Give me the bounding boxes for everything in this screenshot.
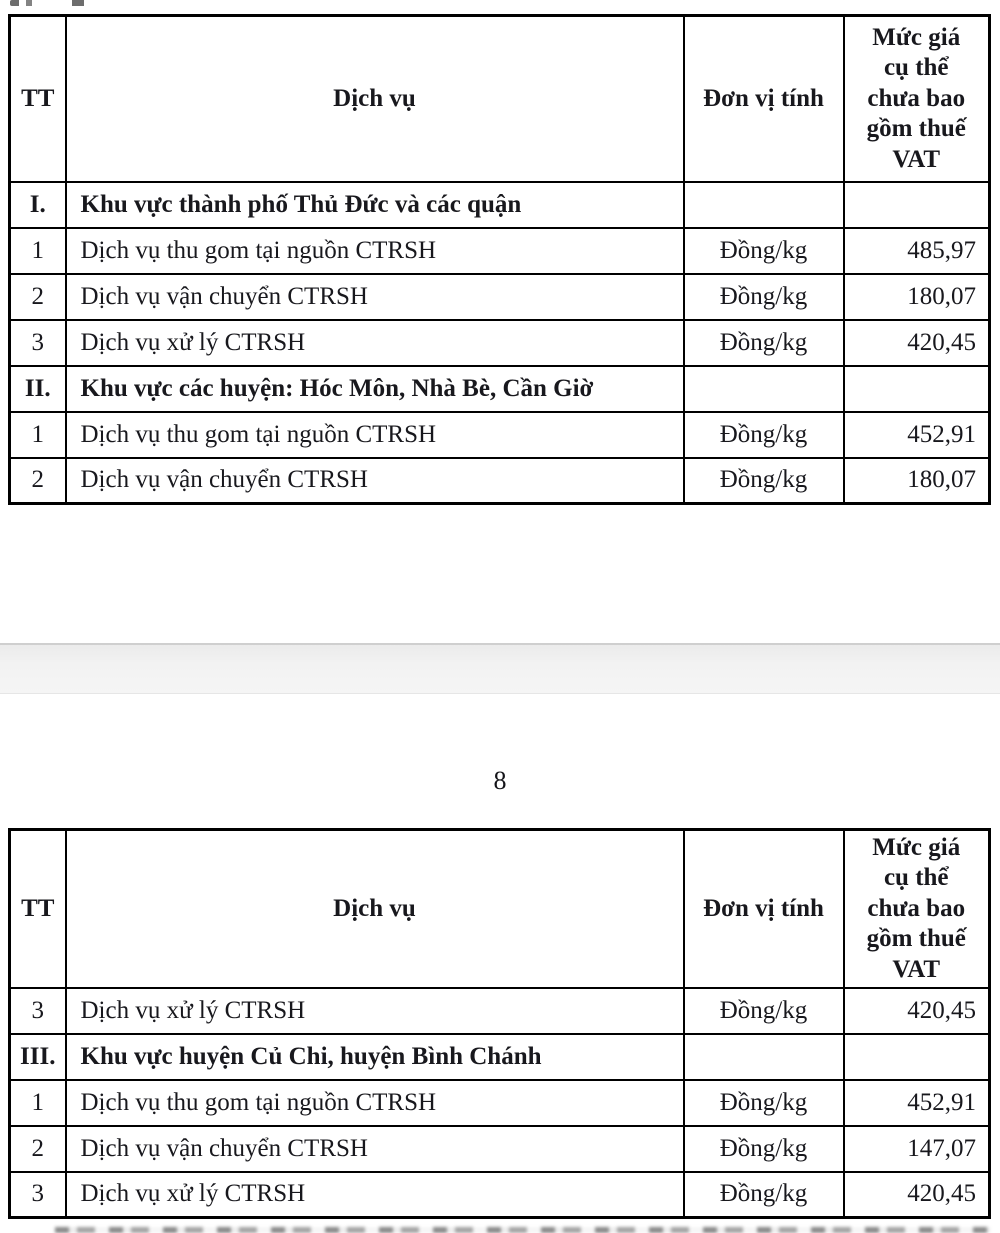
cell-tt: 1 bbox=[10, 412, 66, 458]
cell-tt: 2 bbox=[10, 1126, 66, 1172]
cell-tt: 2 bbox=[10, 458, 66, 504]
section-row bbox=[10, 182, 990, 228]
cell-service: Dịch vụ vận chuyển CTRSH bbox=[66, 274, 684, 320]
table-row bbox=[10, 988, 990, 1034]
table-header-row bbox=[10, 16, 990, 182]
cell-service: Dịch vụ thu gom tại nguồn CTRSH bbox=[66, 1080, 684, 1126]
cell-unit: Đồng/kg bbox=[684, 228, 844, 274]
cell-tt: 2 bbox=[10, 274, 66, 320]
header-cell-unit: Đơn vị tính bbox=[684, 830, 844, 988]
table-row bbox=[10, 458, 990, 504]
cell-service: Dịch vụ thu gom tại nguồn CTRSH bbox=[66, 412, 684, 458]
cell-price bbox=[844, 1034, 990, 1080]
table-row bbox=[10, 1080, 990, 1126]
cell-tt: 3 bbox=[10, 988, 66, 1034]
cell-tt: 3 bbox=[10, 1172, 66, 1218]
clipped-text-fragment bbox=[10, 0, 100, 6]
cell-price: 147,07 bbox=[844, 1126, 990, 1172]
cell-tt: 3 bbox=[10, 320, 66, 366]
cell-unit: Đồng/kg bbox=[684, 458, 844, 504]
cell-unit: Đồng/kg bbox=[684, 320, 844, 366]
cell-price: 420,45 bbox=[844, 988, 990, 1034]
header-cell-price: Mức giá cụ thể chưa bao gồm thuế VAT bbox=[844, 16, 990, 182]
page-divider-band bbox=[0, 643, 1000, 694]
cell-price bbox=[844, 182, 990, 228]
cell-tt: III. bbox=[10, 1034, 66, 1080]
cell-tt: 1 bbox=[10, 228, 66, 274]
cell-service: Dịch vụ vận chuyển CTRSH bbox=[66, 1126, 684, 1172]
header-cell-service: Dịch vụ bbox=[66, 830, 684, 988]
cell-price: 420,45 bbox=[844, 320, 990, 366]
cell-service: Dịch vụ vận chuyển CTRSH bbox=[66, 458, 684, 504]
cell-unit: Đồng/kg bbox=[684, 1126, 844, 1172]
price-table-top bbox=[8, 14, 991, 505]
cell-price: 180,07 bbox=[844, 274, 990, 320]
header-cell-price: Mức giá cụ thể chưa bao gồm thuế VAT bbox=[844, 830, 990, 988]
header-cell-tt: TT bbox=[10, 830, 66, 988]
cell-service: Khu vực thành phố Thủ Đức và các quận bbox=[66, 182, 684, 228]
cell-service: Khu vực các huyện: Hóc Môn, Nhà Bè, Cần Giờ bbox=[66, 366, 684, 412]
section-row bbox=[10, 1034, 990, 1080]
price-table-bottom bbox=[8, 828, 991, 1219]
table-row bbox=[10, 274, 990, 320]
cell-service: Khu vực huyện Củ Chi, huyện Bình Chánh bbox=[66, 1034, 684, 1080]
cell-tt: I. bbox=[10, 182, 66, 228]
cell-unit: Đồng/kg bbox=[684, 1080, 844, 1126]
cell-tt: 1 bbox=[10, 1080, 66, 1126]
table-row bbox=[10, 1126, 990, 1172]
cell-unit bbox=[684, 366, 844, 412]
cell-service: Dịch vụ xử lý CTRSH bbox=[66, 988, 684, 1034]
cell-unit: Đồng/kg bbox=[684, 412, 844, 458]
cell-unit: Đồng/kg bbox=[684, 1172, 844, 1218]
cell-unit bbox=[684, 182, 844, 228]
cell-price: 452,91 bbox=[844, 1080, 990, 1126]
cell-unit: Đồng/kg bbox=[684, 988, 844, 1034]
cell-tt: II. bbox=[10, 366, 66, 412]
table-row bbox=[10, 412, 990, 458]
header-cell-unit: Đơn vị tính bbox=[684, 16, 844, 182]
page-number: 8 bbox=[493, 766, 507, 795]
header-cell-tt: TT bbox=[10, 16, 66, 182]
cell-service: Dịch vụ xử lý CTRSH bbox=[66, 1172, 684, 1218]
cell-unit bbox=[684, 1034, 844, 1080]
table-row bbox=[10, 228, 990, 274]
cell-price: 180,07 bbox=[844, 458, 990, 504]
table-header-row bbox=[10, 830, 990, 988]
cell-unit: Đồng/kg bbox=[684, 274, 844, 320]
header-cell-service: Dịch vụ bbox=[66, 16, 684, 182]
section-row bbox=[10, 366, 990, 412]
cell-price: 420,45 bbox=[844, 1172, 990, 1218]
cell-price: 485,97 bbox=[844, 228, 990, 274]
table-row bbox=[10, 1172, 990, 1218]
cell-price: 452,91 bbox=[844, 412, 990, 458]
table-row bbox=[10, 320, 990, 366]
cell-price bbox=[844, 366, 990, 412]
cell-service: Dịch vụ xử lý CTRSH bbox=[66, 320, 684, 366]
clipped-next-row-fragment bbox=[55, 1227, 990, 1233]
cell-service: Dịch vụ thu gom tại nguồn CTRSH bbox=[66, 228, 684, 274]
